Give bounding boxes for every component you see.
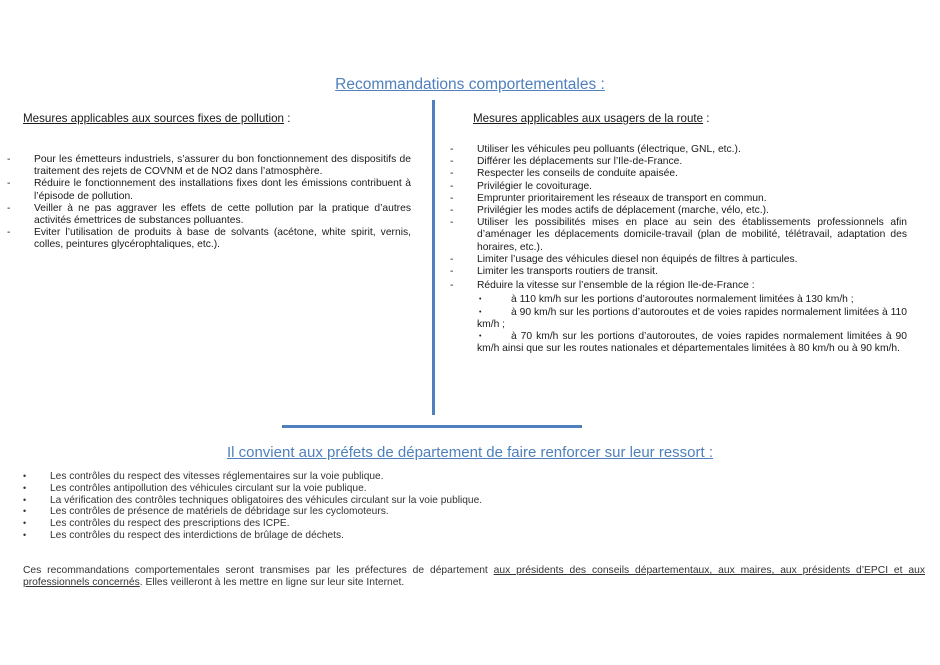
list-item <box>450 192 907 205</box>
bullet-marker: • <box>23 471 27 481</box>
dash-marker: - <box>7 178 11 190</box>
sub-list-item <box>477 294 907 306</box>
list-item <box>7 202 411 227</box>
list-item-text: Les contrôles du respect des prescriptions des ICPE. <box>50 518 290 530</box>
list-item <box>7 227 411 251</box>
list-item-text: Pour les émetteurs industriels, s’assurer du bon fonctionnement des dispositifs de traitement des rejets de COVNM et de NO2 dans l’atmosphère. <box>34 154 411 178</box>
list-item <box>450 156 907 168</box>
dash-marker: - <box>450 253 454 265</box>
list-item-speed <box>450 280 907 355</box>
list-item <box>23 471 650 483</box>
right-column-title <box>473 112 710 125</box>
bullet-marker: • <box>479 333 482 341</box>
footer-paragraph <box>23 565 925 589</box>
list-item-text: Réduire le fonctionnement des installations fixes dont les émissions contribuent à l’épisode de pollution. <box>34 178 411 202</box>
prefets-title: Il convient aux préfets de département de faire renforcer sur leur ressort : <box>226 444 714 461</box>
horizontal-divider <box>282 425 582 428</box>
list-item-text: Privilégier le covoiturage. <box>477 180 593 192</box>
speed-sublist <box>477 294 907 355</box>
list-item-text: Réduire la vitesse sur l’ensemble de la région Ile-de-France : <box>477 280 755 292</box>
list-item-text: Veiller à ne pas aggraver les effets de cette pollution par la pratique d’autres activités émettrices de substances polluantes. <box>34 202 411 227</box>
dash-marker: - <box>7 202 11 214</box>
sub-list-item-text: à 110 km/h sur les portions d’autoroutes normalement limitées à 130 km/h ; <box>511 294 854 306</box>
dash-marker: - <box>450 156 454 168</box>
list-item-text: La vérification des contrôles techniques obligatoires des véhicules circulant sur la voie publique. <box>50 494 483 506</box>
bullet-marker: • <box>23 518 27 529</box>
list-item <box>7 178 411 202</box>
list-item <box>450 168 907 180</box>
bullet-marker: • <box>23 494 27 505</box>
sub-list-item-text: à 90 km/h sur les portions d’autoroutes et de voies rapides normalement limitées à 110 km/h ; <box>477 306 907 330</box>
dash-marker: - <box>450 192 454 204</box>
list-item <box>450 144 907 156</box>
list-item-text: Utiliser les véhicules peu polluants (électrique, GNL, etc.). <box>477 144 741 155</box>
prefets-list <box>23 471 650 542</box>
left-column-title <box>23 112 290 125</box>
dash-marker: - <box>450 266 454 278</box>
sub-list-item <box>477 331 907 355</box>
left-title-suffix: : <box>284 112 291 125</box>
list-item <box>23 529 650 542</box>
left-title-text: Mesures applicables aux sources fixes de pollution <box>23 112 285 125</box>
list-item <box>450 266 907 278</box>
bullet-marker: • <box>23 529 27 540</box>
list-item-text: Privilégier les modes actifs de déplacement (marche, vélo, etc.). <box>477 205 769 217</box>
bullet-marker: • <box>479 308 482 316</box>
sub-list-item <box>477 307 907 331</box>
list-item <box>23 518 650 530</box>
dash-marker: - <box>450 144 454 155</box>
dash-marker: - <box>450 205 454 217</box>
list-item-text: Les contrôles antipollution des véhicules circulant sur la voie publique. <box>50 482 367 494</box>
list-item <box>23 506 650 518</box>
main-title: Recommandations comportementales : <box>335 76 605 93</box>
list-item <box>450 217 907 254</box>
footer-recipients: aux présidents des conseils départementaux, aux maires, aux présidents d’EPCI et aux professionnels concernés <box>23 565 925 589</box>
bullet-marker: • <box>23 482 27 493</box>
dash-marker: - <box>450 217 454 229</box>
right-title-text: Mesures applicables aux usagers de la route <box>473 112 704 125</box>
fixed-sources-list <box>7 154 411 252</box>
sub-list-item-text: à 70 km/h sur les portions d’autoroutes, de voies rapides normalement limitées à 90 km/h ainsi que sur les routes nationales et départementales limitées à 80 km/h ou à 90 km/h. <box>477 331 907 355</box>
list-item <box>450 253 907 266</box>
list-item-text: Limiter l’usage des véhicules diesel non équipés de filtres à particules. <box>477 253 798 265</box>
road-users-list <box>450 144 907 355</box>
list-item-text: Les contrôles du respect des vitesses réglementaires sur la voie publique. <box>50 471 384 482</box>
bullet-marker: • <box>23 506 27 517</box>
list-item-text: Respecter les conseils de conduite apaisée. <box>477 168 678 180</box>
list-item <box>23 494 650 507</box>
dash-marker: - <box>7 154 11 165</box>
list-item-text: Eviter l’utilisation de produits à base de solvants (acétone, white spirit, vernis, colles, peintures glycérophtaliques, etc.). <box>34 227 411 251</box>
list-item-text: Différer les déplacements sur l’Ile-de-France. <box>477 156 683 168</box>
dash-marker: - <box>450 168 454 180</box>
footer-text-part1: Ces recommandations comportementales seront transmises par les préfectures de département <box>23 565 494 576</box>
vertical-divider <box>432 100 435 415</box>
list-item <box>23 482 650 495</box>
right-title-suffix: : <box>703 112 710 125</box>
dash-marker: - <box>450 280 454 292</box>
dash-marker: - <box>7 227 11 239</box>
bullet-marker: • <box>479 296 482 304</box>
dash-marker: - <box>450 180 454 192</box>
footer-text-part2: . Elles veilleront à les mettre en ligne sur leur site Internet. <box>139 577 405 589</box>
list-item <box>7 154 411 178</box>
list-item-text: Les contrôles de présence de matériels de débridage sur les cyclomoteurs. <box>50 506 389 518</box>
list-item-text: Les contrôles du respect des interdictions de brûlage de déchets. <box>50 529 344 541</box>
list-item <box>450 205 907 217</box>
list-item-text: Emprunter prioritairement les réseaux de transport en commun. <box>477 192 767 204</box>
list-item <box>450 180 907 193</box>
list-item-text: Utiliser les possibilités mises en place au sein des établissements professionnels afin d’aménager les déplacements domicile-travail (plan de mobilité, télétravail, adaptation des horaires, etc.). <box>477 217 907 253</box>
list-item-text: Limiter les transports routiers de transit. <box>477 266 658 278</box>
